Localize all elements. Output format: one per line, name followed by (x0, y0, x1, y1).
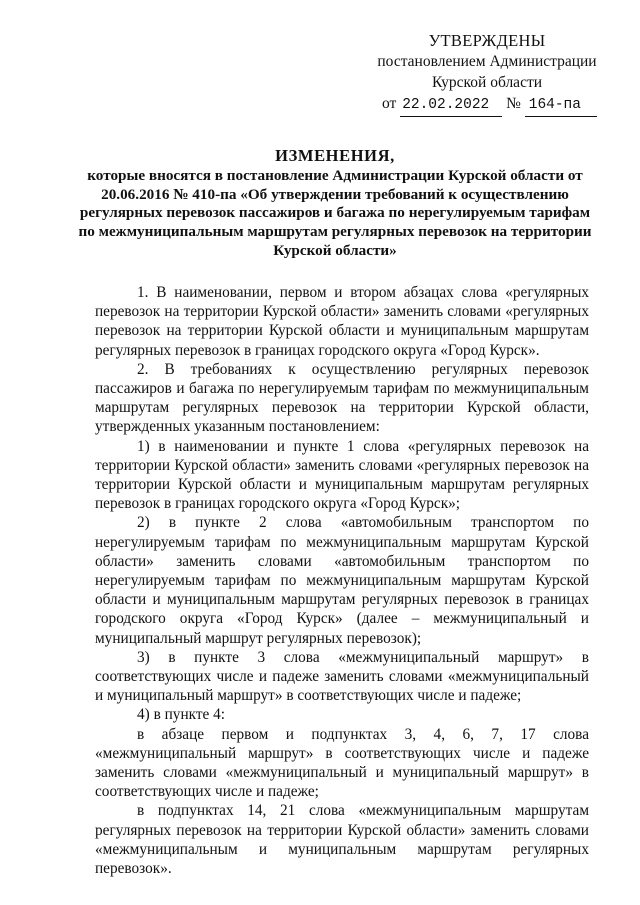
paragraph: 3) в пункте 3 слова «межмуниципальный маршрут» в соответствующих числе и падеже заменить словами «межмуниципальный и муниципальный маршрут» в соответствующих числе и падеже; (95, 648, 589, 705)
paragraph: 1. В наименовании, первом и втором абзацах слова «регулярных перевозок на территории Курской области» заменить словами «регулярных перевозок на территории Курской области и муниципальным маршрутам регулярных перевозок в границах городского округа «Город Курск». (95, 284, 589, 359)
document-subtitle: которые вносятся в постановление Администрации Курской области от 20.06.2016 № 410-па «Об утверждении требований к осуществлению регулярных перевозок пассажиров и багажа по нерегулируемым тарифам по межмуниципальным маршрутам регулярных перевозок на территории Курской области» (78, 166, 592, 259)
approval-region: Курской области (431, 74, 543, 91)
approval-heading: УТВЕРЖДЕНЫ (428, 31, 546, 50)
date-prefix: от (382, 95, 397, 112)
paragraph: 1) в наименовании и пункте 1 слова «регулярных перевозок на территории Курской области» заменить словами «регулярных перевозок на территории Курской области и муниципальным маршрутам регулярных перевозок в границах городского округа «Город Курск»; (95, 437, 589, 513)
document-title: ИЗМЕНЕНИЯ, (275, 146, 395, 165)
approval-date-line (372, 93, 602, 117)
document-title-block (70, 147, 600, 261)
document-body (95, 283, 589, 878)
approval-date: 22.02.2022 (400, 95, 502, 117)
number-prefix: № (506, 95, 521, 112)
paragraph: 2) в пункте 2 слова «автомобильным транспортом по нерегулируемым тарифам по межмуниципальным маршрутам Курской области» заменить словами «автомобильным транспортом по нерегулируемым тарифам по межмуниципальным маршрутам Курской области и муниципальным маршрутам регулярных перевозок в границах городского округа «Город Курск» (далее – межмуниципальный и муниципальный маршрут регулярных перевозок); (95, 514, 589, 647)
paragraph: 2. В требованиях к осуществлению регулярных перевозок пассажиров и багажа по нерегулируемым тарифам по межмуниципальным маршрутам регулярных перевозок на территории Курской области, утвержденных указанным постановлением: (95, 360, 589, 436)
approval-number: 164-па (525, 95, 597, 117)
paragraph: в абзаце первом и подпунктах 3, 4, 6, 7, 17 слова «межмуниципальный маршрут» в соответствующих числе и падеже заменить словами «межмуниципальный и муниципальный маршрут» в соответствующих числе и падеже; (95, 725, 589, 801)
paragraph: 4) в пункте 4: (137, 706, 226, 724)
approval-stamp (372, 30, 602, 117)
approval-issuer: постановлением Администрации (377, 53, 597, 70)
paragraph: в подпунктах 14, 21 слова «межмуниципальным маршрутам регулярных перевозок на территории Курской области» заменить словами «межмуниципальным и муниципальным маршрутам регулярных перевозок». (95, 802, 589, 878)
